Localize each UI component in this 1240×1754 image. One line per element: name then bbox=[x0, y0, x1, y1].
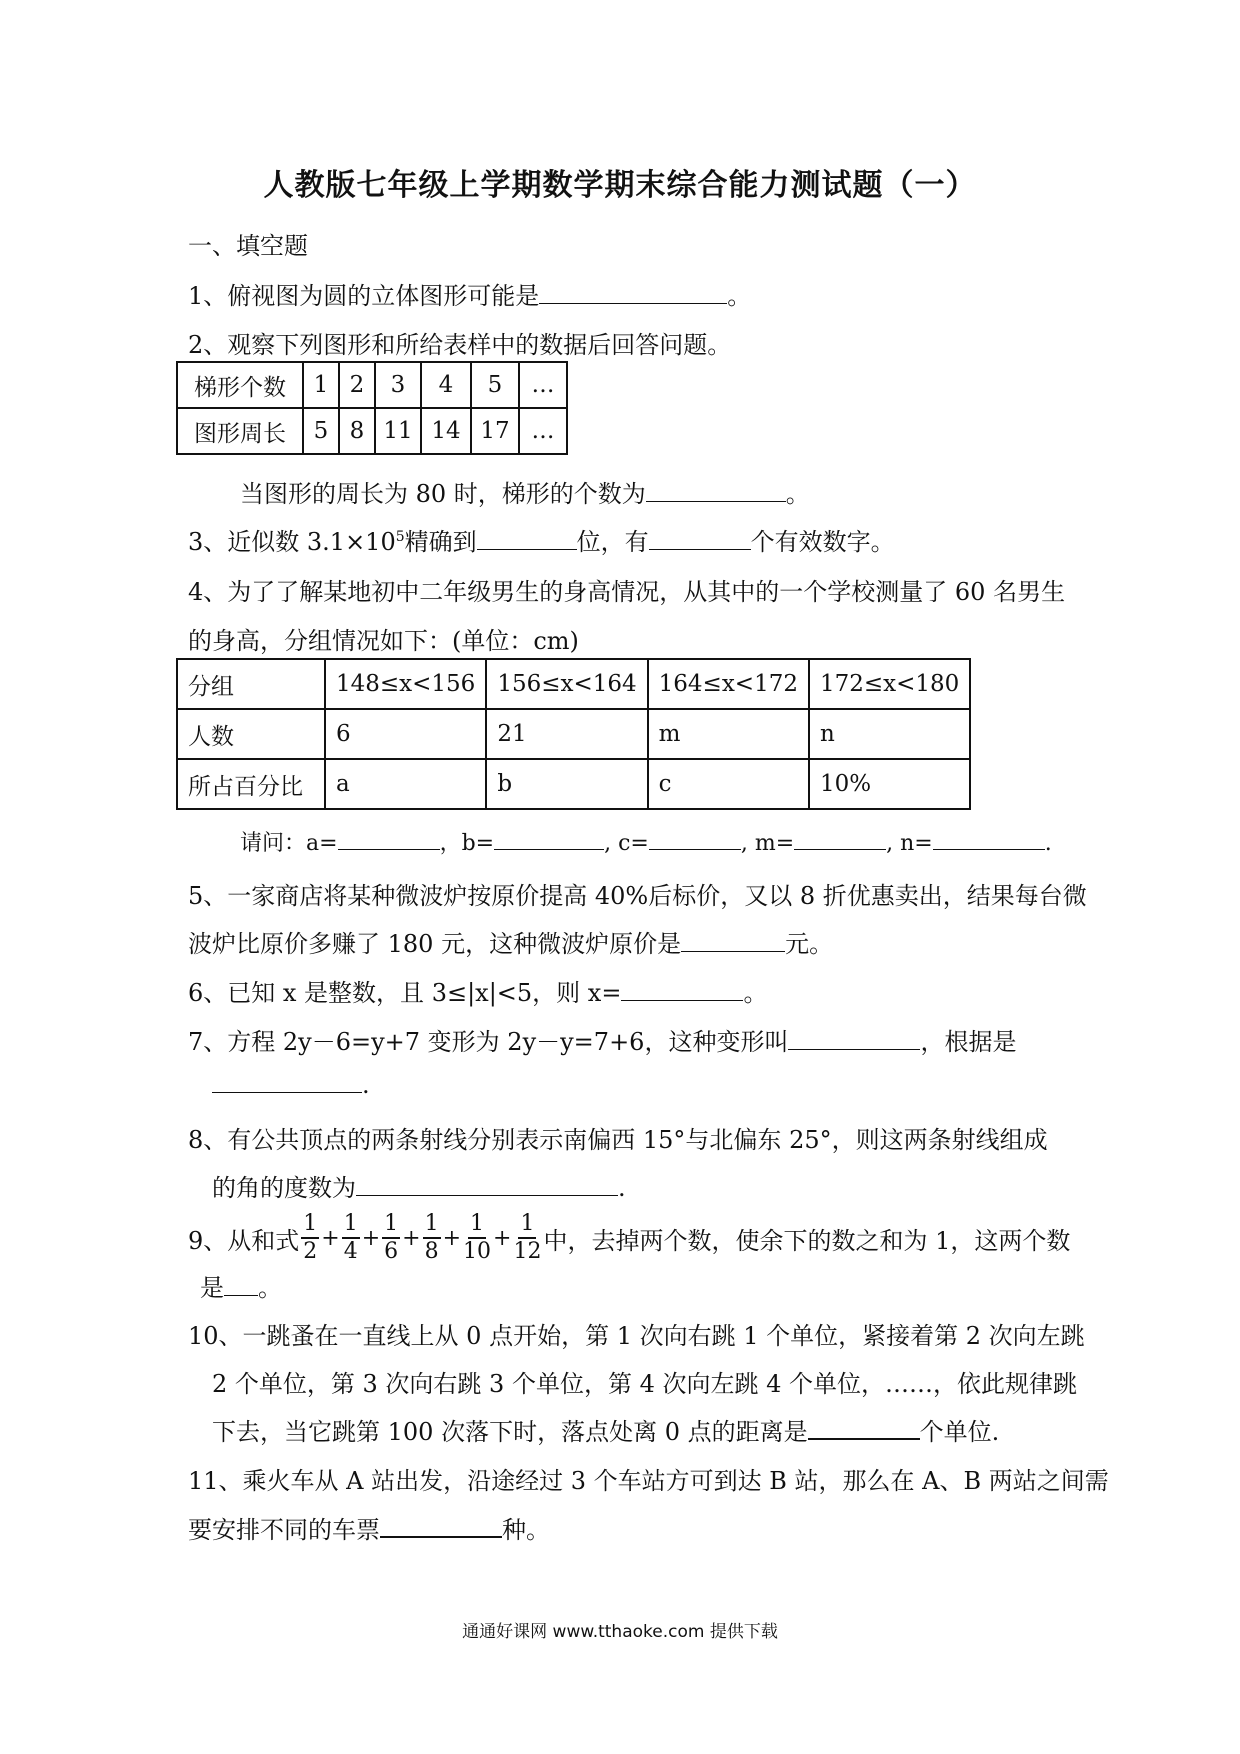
q9-lead: 9、从和式 bbox=[188, 1226, 300, 1255]
table-row bbox=[177, 759, 970, 809]
fraction-denominator: 4 bbox=[343, 1239, 358, 1264]
question-11-line-1: 11、乘火车从 A 站出发，沿途经过 3 个车站方可到达 B 站，那么在 A、B 两站之间需 bbox=[188, 1467, 1109, 1495]
question-1 bbox=[188, 276, 751, 311]
question-10-line-3 bbox=[212, 1412, 999, 1447]
plus-sign: + bbox=[402, 1225, 421, 1251]
q3-exponent: 5 bbox=[395, 529, 405, 545]
plus-sign: + bbox=[321, 1225, 340, 1251]
table-cell: c bbox=[648, 759, 809, 809]
q9-line2-text: 是 bbox=[200, 1274, 224, 1302]
table-cell: 人数 bbox=[177, 709, 325, 759]
fraction bbox=[423, 1211, 441, 1265]
table-cell: b bbox=[486, 759, 647, 809]
q4-ask-c-label: , c= bbox=[604, 831, 649, 856]
question-7-line-2 bbox=[212, 1070, 370, 1099]
table-cell: 14 bbox=[421, 408, 471, 454]
q8-answer-blank[interactable] bbox=[356, 1173, 618, 1196]
q4-answer-b[interactable] bbox=[494, 827, 604, 850]
q9-tail: 中，去掉两个数，使余下的数之和为 1，这两个数 bbox=[543, 1226, 1071, 1255]
q2-followup-text: 当图形的周长为 80 时，梯形的个数为 bbox=[240, 480, 646, 508]
table-cell: 8 bbox=[339, 408, 375, 454]
question-3 bbox=[188, 522, 895, 557]
q8-text: 的角的度数为 bbox=[212, 1174, 356, 1202]
q4-answer-c[interactable] bbox=[649, 827, 741, 850]
question-9-line-2 bbox=[200, 1268, 282, 1303]
q10-text: 下去，当它跳第 100 次落下时，落点处离 0 点的距离是 bbox=[212, 1418, 808, 1446]
q11-text: 要安排不同的车票 bbox=[188, 1516, 380, 1544]
q4-ask-n-label: , n= bbox=[886, 831, 933, 856]
fraction bbox=[301, 1211, 319, 1265]
fraction-denominator: 6 bbox=[384, 1239, 399, 1264]
question-2: 2、观察下列图形和所给表样中的数据后回答问题。 bbox=[188, 331, 732, 359]
q6-text: 6、已知 x 是整数，且 3≤|x|<5，则 x= bbox=[188, 979, 622, 1007]
fraction-denominator: 8 bbox=[424, 1239, 439, 1264]
table-cell: … bbox=[519, 362, 567, 408]
question-6 bbox=[188, 973, 767, 1008]
table-row bbox=[177, 659, 970, 709]
q4-ask-b-label: ，b= bbox=[439, 831, 495, 856]
q9-end: 。 bbox=[258, 1274, 282, 1302]
q3-text-b: 精确到 bbox=[404, 528, 477, 556]
q4-answer-m[interactable] bbox=[794, 827, 886, 850]
table-cell: 2 bbox=[339, 362, 375, 408]
table-cell: 172≤x<180 bbox=[809, 659, 970, 709]
table-cell: 1 bbox=[303, 362, 339, 408]
fraction-denominator: 12 bbox=[513, 1239, 542, 1264]
fraction-numerator: 1 bbox=[301, 1211, 319, 1239]
trapezoid-table bbox=[176, 361, 568, 455]
q7-text-a: 7、方程 2y－6=y+7 变形为 2y－y=7+6，这种变形叫 bbox=[188, 1028, 789, 1056]
question-9-line-1 bbox=[188, 1206, 1070, 1270]
fraction-numerator: 1 bbox=[382, 1211, 400, 1239]
q4-ask bbox=[240, 826, 1052, 857]
q4-ask-m-label: , m= bbox=[740, 831, 795, 856]
question-4-line-2: 的身高，分组情况如下：(单位：cm) bbox=[188, 627, 579, 655]
section-heading-fill-blank: 一、填空题 bbox=[188, 232, 308, 260]
question-10-line-2: 2 个单位，第 3 次向右跳 3 个单位，第 4 次向左跳 4 个单位，……，依此规律跳 bbox=[212, 1370, 1078, 1398]
table-cell: 所占百分比 bbox=[177, 759, 325, 809]
table-cell: 6 bbox=[325, 709, 486, 759]
question-5-line-2 bbox=[188, 924, 833, 959]
question-10-line-1: 10、一跳蚤在一直线上从 0 点开始，第 1 次向右跳 1 个单位，紧接着第 2 次向左跳 bbox=[188, 1322, 1085, 1350]
plus-sign: + bbox=[442, 1225, 462, 1251]
table-cell: 5 bbox=[303, 408, 339, 454]
table-cell: 10% bbox=[809, 759, 970, 809]
table-cell: 图形周长 bbox=[177, 408, 303, 454]
q4-answer-a[interactable] bbox=[338, 827, 440, 850]
plus-sign: + bbox=[493, 1225, 512, 1251]
q11-end: 种。 bbox=[502, 1516, 550, 1544]
table-cell: 148≤x<156 bbox=[325, 659, 486, 709]
q4-ask-a-label: 请问：a= bbox=[240, 831, 338, 856]
fraction-denominator: 2 bbox=[303, 1239, 318, 1264]
q5-text: 波炉比原价多赚了 180 元，这种微波炉原价是 bbox=[188, 930, 682, 958]
table-cell: n bbox=[809, 709, 970, 759]
q10-answer-blank[interactable] bbox=[808, 1416, 920, 1440]
q6-answer-blank[interactable] bbox=[621, 978, 743, 1001]
fraction-numerator: 1 bbox=[468, 1211, 486, 1239]
table-row bbox=[177, 362, 567, 408]
q7-text-b: ，根据是 bbox=[920, 1028, 1017, 1056]
q3-text-c: 位，有 bbox=[576, 528, 649, 556]
fraction bbox=[463, 1211, 491, 1265]
fraction-numerator: 1 bbox=[342, 1211, 360, 1239]
q2-answer-blank[interactable] bbox=[646, 479, 786, 502]
q2-followup bbox=[240, 474, 810, 509]
fraction bbox=[342, 1211, 360, 1265]
question-4-line-1: 4、为了了解某地初中二年级男生的身高情况，从其中的一个学校测量了 60 名男生 bbox=[188, 578, 1066, 606]
q5-answer-blank[interactable] bbox=[681, 929, 785, 952]
fraction-numerator: 1 bbox=[518, 1211, 536, 1239]
table-cell: 164≤x<172 bbox=[648, 659, 809, 709]
q4-ask-end: . bbox=[1044, 831, 1052, 856]
table-cell: 4 bbox=[421, 362, 471, 408]
q1-text: 1、俯视图为圆的立体图形可能是 bbox=[188, 282, 540, 310]
q11-answer-blank[interactable] bbox=[380, 1514, 502, 1538]
table-cell: … bbox=[519, 408, 567, 454]
q4-answer-n[interactable] bbox=[933, 827, 1045, 850]
q1-answer-blank[interactable] bbox=[539, 281, 727, 304]
table-cell: 11 bbox=[375, 408, 421, 454]
q1-end: 。 bbox=[727, 282, 752, 310]
q3-text-d: 个有效数字。 bbox=[750, 528, 895, 556]
q6-end: 。 bbox=[743, 979, 768, 1007]
table-cell: 21 bbox=[486, 709, 647, 759]
q10-end: 个单位. bbox=[919, 1418, 1000, 1446]
table-cell: 分组 bbox=[177, 659, 325, 709]
height-group-table bbox=[176, 658, 971, 810]
table-cell: m bbox=[648, 709, 809, 759]
q2-end: 。 bbox=[785, 480, 810, 508]
q7-end: . bbox=[362, 1071, 370, 1099]
table-cell: 梯形个数 bbox=[177, 362, 303, 408]
table-cell: a bbox=[325, 759, 486, 809]
question-8-line-1: 8、有公共顶点的两条射线分别表示南偏西 15°与北偏东 25°，则这两条射线组成 bbox=[188, 1126, 1048, 1154]
q8-end: . bbox=[618, 1174, 626, 1202]
q7-answer-blank-2[interactable] bbox=[212, 1070, 362, 1093]
question-5-line-1: 5、一家商店将某种微波炉按原价提高 40%后标价，又以 8 折优惠卖出，结果每台微 bbox=[188, 882, 1087, 910]
table-row bbox=[177, 408, 567, 454]
table-cell: 3 bbox=[375, 362, 421, 408]
q7-answer-blank-1[interactable] bbox=[788, 1027, 920, 1050]
fraction-numerator: 1 bbox=[423, 1211, 441, 1239]
table-row bbox=[177, 709, 970, 759]
fraction bbox=[513, 1211, 541, 1265]
table-cell: 17 bbox=[471, 408, 519, 454]
question-8-line-2 bbox=[212, 1168, 626, 1203]
fraction bbox=[382, 1211, 400, 1265]
table-cell: 156≤x<164 bbox=[486, 659, 647, 709]
table-cell: 5 bbox=[471, 362, 519, 408]
q5-end: 元。 bbox=[785, 930, 834, 958]
plus-sign: + bbox=[361, 1225, 381, 1251]
question-11-line-2 bbox=[188, 1510, 550, 1545]
q3-text-a: 3、近似数 3.1×10 bbox=[188, 528, 396, 556]
q3-answer-blank-1[interactable] bbox=[477, 527, 577, 550]
question-7-line-1 bbox=[188, 1022, 1016, 1057]
q3-answer-blank-2[interactable] bbox=[649, 527, 751, 550]
page-title: 人教版七年级上学期数学期末综合能力测试题（一） bbox=[263, 168, 977, 203]
q9-answer-blank[interactable] bbox=[224, 1273, 258, 1296]
fraction-denominator: 10 bbox=[463, 1239, 492, 1264]
footer-source: 通通好课网 www.tthaoke.com 提供下载 bbox=[462, 1622, 778, 1642]
